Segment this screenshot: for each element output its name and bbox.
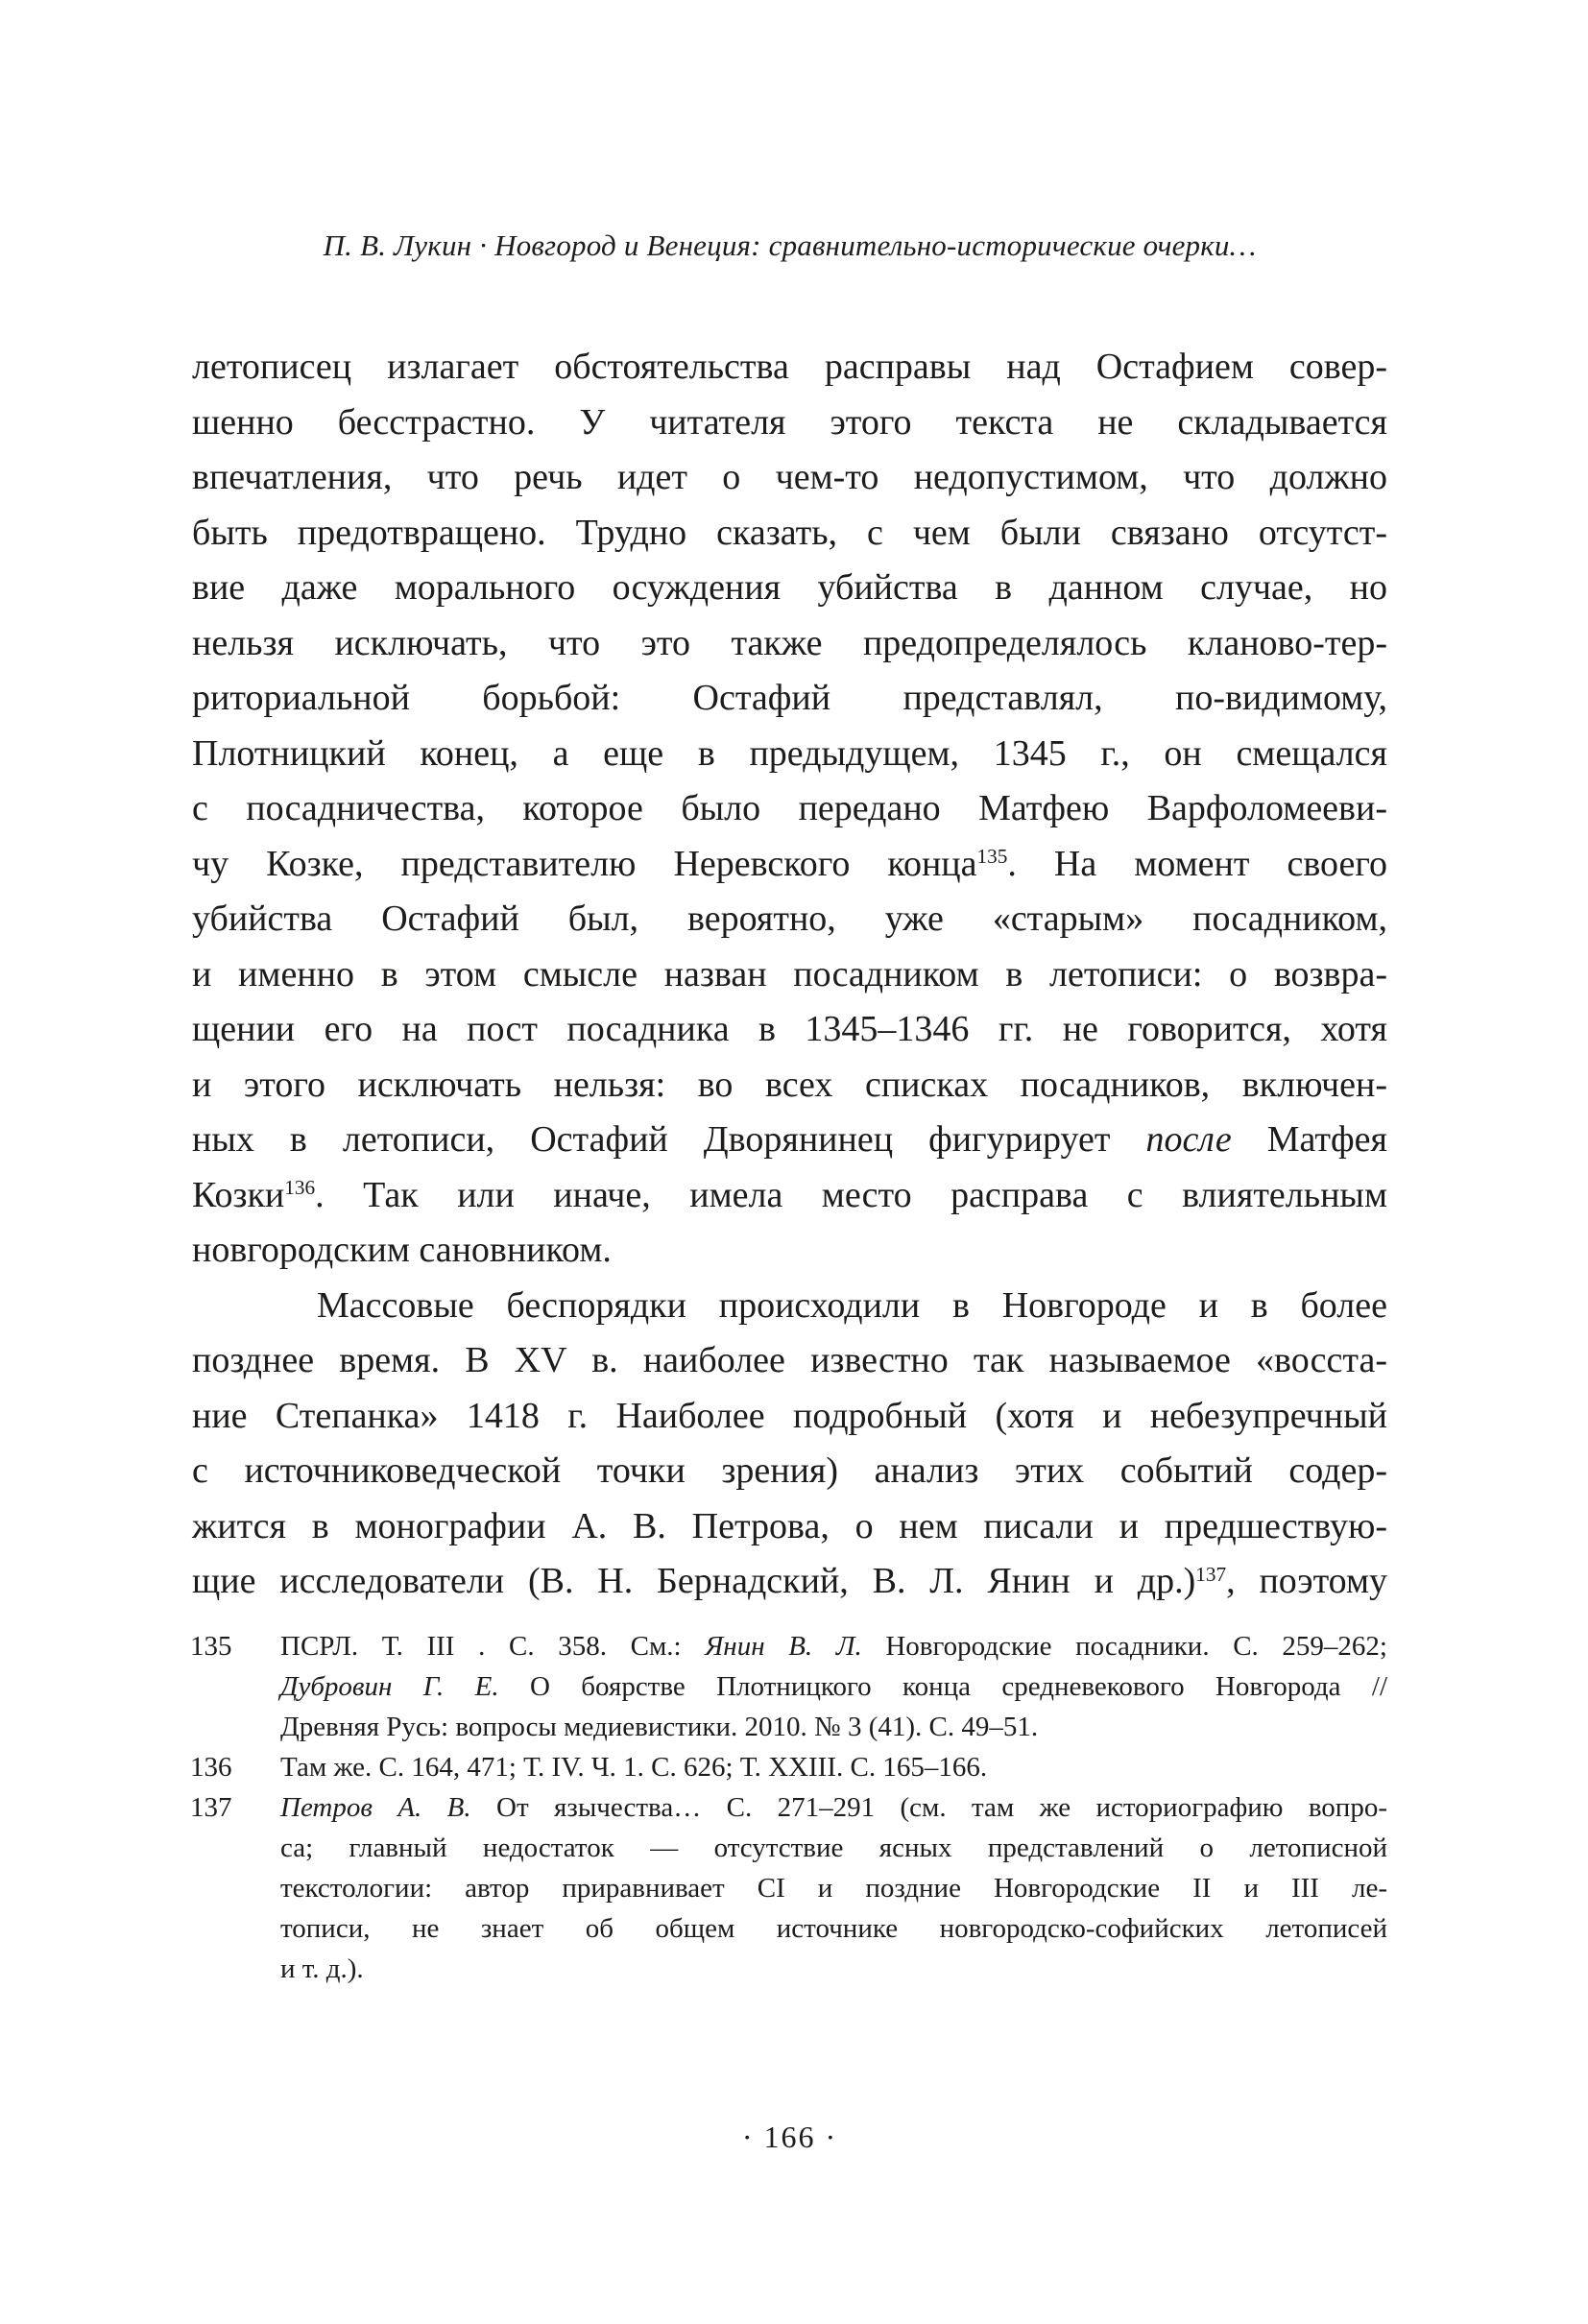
text-segment: тописи, не знает об общем источнике новгородско-софийских летописей (280, 1913, 1387, 1944)
footnote-ref: 135 (976, 845, 1008, 869)
text-segment: и т. д.). (280, 1953, 364, 1984)
text-segment: ных в летописи, Остафий Дворянинец фигурирует (192, 1119, 1146, 1160)
footnote (192, 1787, 1387, 1989)
text-segment: с посадничества, которое было передано Матфею Варфоломееви- (192, 788, 1387, 828)
text-segment: ПСРЛ. Т. III . С. 358. См.: (280, 1631, 706, 1662)
text-segment: Там же. С. 164, 471; Т. IV. Ч. 1. С. 626; Т. XXIII. С. 165–166. (280, 1752, 988, 1783)
footnote (192, 1626, 1387, 1747)
text-segment: текстологии: автор приравнивает СI и поздние Новгородские II и III ле- (280, 1873, 1387, 1904)
body-line (192, 1168, 1387, 1224)
body-line (192, 781, 1387, 837)
text-segment: Новгородские посадники. С. 259–262; (861, 1631, 1387, 1662)
body-line (192, 1113, 1387, 1168)
text-segment: риториальной борьбой: Остафий представлял, по-видимому, (192, 678, 1387, 718)
text-segment: Древняя Русь: вопросы медиевистики. 2010. № 3 (41). С. 49–51. (280, 1712, 1039, 1742)
text-segment: убийства Остафий был, вероятно, уже «старым» посадником, (192, 898, 1387, 939)
text-segment: чу Козке, представителю Неревского конца (192, 843, 977, 884)
text-segment: са; главный недостаток — отсутствие ясных представлений о летописной (280, 1833, 1387, 1863)
footnote-number: 136 (190, 1752, 232, 1783)
text-segment: с источниковедческой точки зрения) анализ этих событий содер- (192, 1450, 1387, 1491)
body-line (192, 1279, 1387, 1334)
text-segment: вие даже морального осуждения убийства в данном случае, но (192, 567, 1387, 608)
text-segment: щие исследователи (В. Н. Бернадский, В. Л. Янин и др.) (192, 1561, 1196, 1601)
text-segment: О боярстве Плотницкого конца средневекового Новгорода // (498, 1671, 1387, 1702)
footnote-line (280, 1949, 1387, 1989)
body-line (192, 616, 1387, 672)
footnote-number: 137 (190, 1792, 232, 1823)
text-segment: и именно в этом смысле назван посадником в летописи: о возвра- (192, 953, 1387, 994)
body-line (192, 947, 1387, 1003)
footnote-line (280, 1868, 1387, 1908)
text-segment: впечатления, что речь идет о чем-то недопустимом, что должно (192, 457, 1387, 497)
body-line (192, 561, 1387, 616)
text-segment: жится в монографии А. В. Петрова, о нем писали и предшествую- (192, 1505, 1387, 1546)
body-line (192, 837, 1387, 893)
body-line (192, 892, 1387, 947)
text-segment: Массовые беспорядки происходили в Новгороде и в более (317, 1284, 1387, 1326)
footnote-number: 135 (190, 1631, 232, 1662)
text-segment: . На момент своего (1007, 843, 1387, 884)
text-segment: От язычества… С. 271–291 (см. там же историографию вопро- (470, 1792, 1387, 1823)
text-segment: Янин В. Л. (705, 1631, 862, 1662)
text-segment: новгородским сановником. (192, 1230, 612, 1270)
footnote-line (280, 1828, 1387, 1868)
footnote-ref: 136 (284, 1176, 316, 1200)
body-line (192, 1223, 1387, 1279)
text-segment: ние Степанка» 1418 г. Наиболее подробный (хотя и небезупречный (192, 1395, 1387, 1436)
body-line (192, 450, 1387, 506)
text-segment: после (1145, 1119, 1232, 1160)
text-segment: Петров А. В. (280, 1792, 471, 1823)
footnote-line (280, 1908, 1387, 1949)
body-line (192, 727, 1387, 782)
footnote-line (280, 1707, 1387, 1747)
footnote-line (280, 1787, 1387, 1828)
text-segment: щении его на пост посадника в 1345–1346 гг. не говорится, хотя (192, 1009, 1387, 1049)
body-line (192, 671, 1387, 727)
text-segment: позднее время. В XV в. наиболее известно так называемое «восста- (192, 1340, 1387, 1380)
body-line (192, 1389, 1387, 1445)
body-line (192, 1333, 1387, 1389)
body-line (192, 395, 1387, 451)
body-line (192, 1554, 1387, 1610)
body-line (192, 1002, 1387, 1058)
text-segment: нельзя исключать, что это также предопределялось кланово-тер- (192, 622, 1387, 663)
footnote-line (280, 1666, 1387, 1707)
running-header: П. В. Лукин · Новгород и Венеция: сравнительно-исторические очерки… (323, 228, 1257, 262)
body-line (192, 340, 1387, 395)
text-segment: , поэтому (1226, 1561, 1387, 1601)
body-line (192, 1058, 1387, 1114)
body-line (192, 1444, 1387, 1499)
body-line (192, 506, 1387, 562)
footnote-line (280, 1626, 1387, 1666)
text-segment: Козки (192, 1174, 285, 1215)
text-segment: . Так или иначе, имела место расправа с влиятельным (315, 1174, 1387, 1215)
text-segment: Плотницкий конец, а еще в предыдущем, 1345 г., он смещался (192, 732, 1387, 774)
text-segment: Дубровин Г. Е. (280, 1671, 499, 1702)
text-segment: быть предотвращено. Трудно сказать, с чем были связано отсутст- (192, 512, 1387, 553)
footnote-ref: 137 (1195, 1562, 1227, 1586)
footnotes (192, 1626, 1387, 1989)
footnote-line (280, 1747, 1387, 1787)
text-segment: и этого исключать нельзя: во всех списках посадников, включен- (192, 1064, 1387, 1105)
footnote (192, 1747, 1387, 1787)
text-segment: шенно бесстрастно. У читателя этого текста не складывается (192, 401, 1387, 443)
page-number: · 166 · (741, 2120, 838, 2154)
body-text (192, 340, 1387, 1610)
text-segment: летописец излагает обстоятельства расправы над Остафием совер- (192, 347, 1387, 387)
body-line (192, 1499, 1387, 1555)
text-segment: Матфея (1231, 1119, 1387, 1160)
